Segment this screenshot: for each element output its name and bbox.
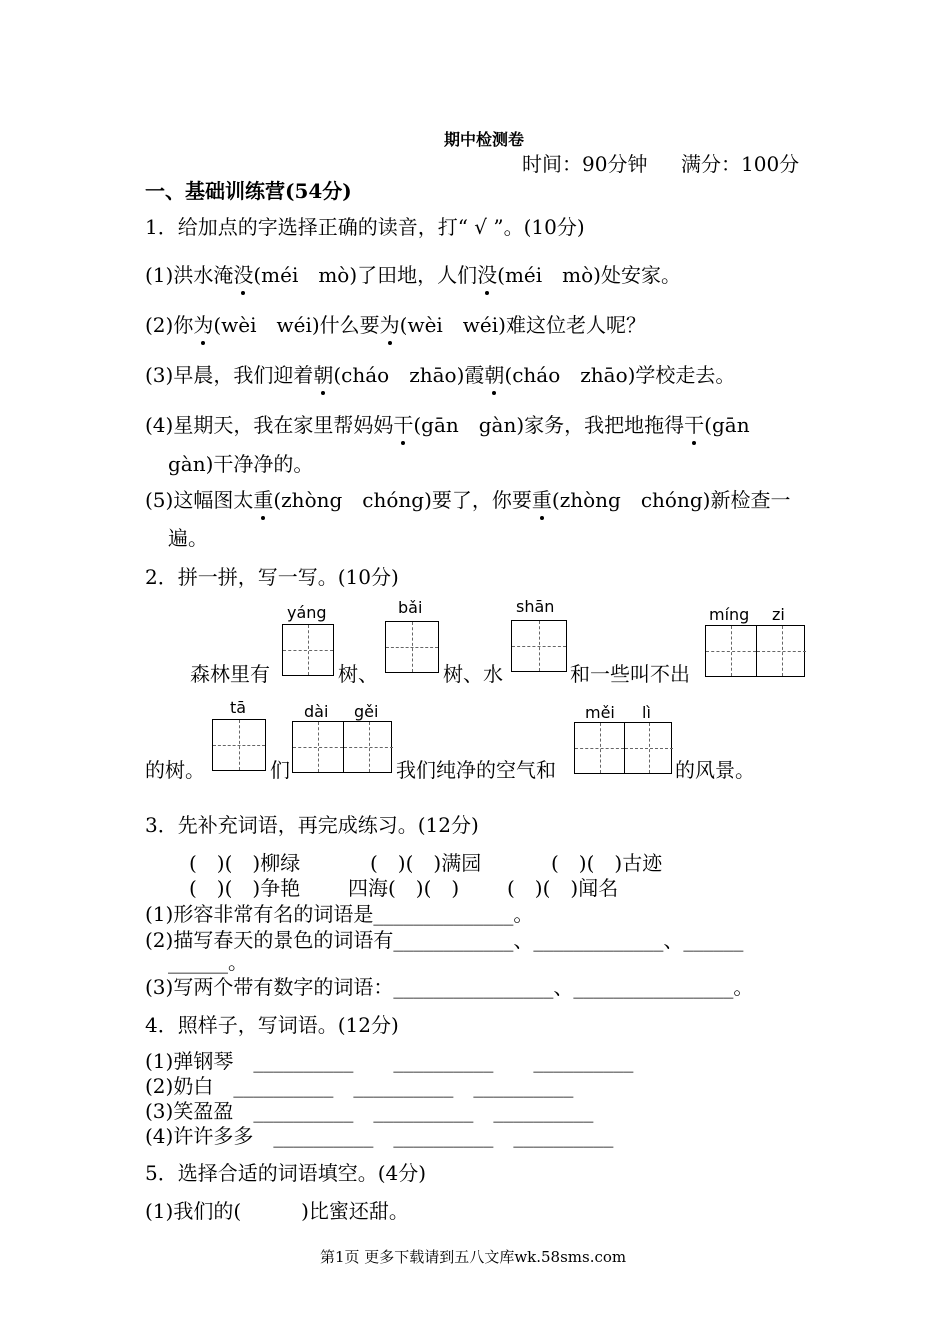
pinyin-mei: měi — [585, 703, 615, 722]
q5-title: 5．选择合适的词语填空。(4分) — [145, 1161, 427, 1185]
q3-sub-2-cont: ______。 — [168, 950, 248, 974]
q3-sub-3: (3)写两个带有数字的词语：________________、________________。 — [145, 975, 754, 999]
writing-box-ta[interactable] — [212, 719, 266, 771]
page-footer: 第1页 更多下载请到五八文库wk.58sms.com — [320, 1248, 627, 1266]
q2-row2-text-1: 的树。 — [145, 758, 205, 782]
pinyin-dai: dài — [304, 702, 329, 721]
q3-word-4: ( )( )争艳 — [189, 876, 301, 900]
q1-line-2: (2)你为(wèi wéi)什么要为(wèi wéi)难这位老人呢？ — [145, 309, 646, 338]
writing-box-meili[interactable] — [574, 722, 672, 774]
q2-row2-text-2: 们 — [270, 758, 290, 782]
q3-word-6: ( )( )闻名 — [507, 876, 619, 900]
q1-title: 1．给加点的字选择正确的读音，打“ √ ”。(10分) — [145, 215, 585, 239]
exam-time: 时间：90分钟 — [522, 152, 648, 176]
q2-row2-text-4: 的风景。 — [675, 758, 755, 782]
q4-title: 4．照样子，写词语。(12分) — [145, 1013, 399, 1037]
q1-line-5-cont: 遍。 — [168, 526, 208, 550]
pinyin-ming: míng — [709, 605, 750, 624]
q2-row2-text-3: 我们纯净的空气和 — [396, 758, 556, 782]
q2-row1-text-1: 森林里有 — [190, 662, 270, 686]
writing-box-bai[interactable] — [385, 621, 439, 673]
pinyin-ta: tā — [230, 698, 247, 717]
q4-line-3: (3)笑盈盈 __________ __________ __________ — [145, 1099, 594, 1123]
q4-line-4: (4)许许多多 __________ __________ __________ — [145, 1124, 614, 1148]
pinyin-shan: shān — [516, 597, 555, 616]
q3-sub-2: (2)描写春天的景色的词语有____________、_____________、______ — [145, 928, 744, 952]
writing-box-yang[interactable] — [282, 624, 334, 676]
q3-word-5: 四海( )( ) — [348, 876, 460, 900]
q4-line-2: (2)奶白 __________ __________ __________ — [145, 1074, 574, 1098]
q1-line-1: (1)洪水淹没(méi mò)了田地，人们没(méi mò)处安家。 — [145, 259, 681, 288]
q2-row1-text-3: 树、水 — [443, 662, 503, 686]
page-title: 期中检测卷 — [444, 130, 525, 149]
q3-sub-1: (1)形容非常有名的词语是______________。 — [145, 902, 534, 926]
writing-box-daigei[interactable] — [292, 721, 392, 773]
section-heading: 一、基础训练营(54分) — [145, 179, 352, 203]
writing-box-mingzi[interactable] — [705, 625, 805, 677]
pinyin-li: lì — [642, 703, 651, 722]
q1-line-5: (5)这幅图太重(zhòng chóng)要了，你要重(zhòng chóng)新检查一 — [145, 484, 790, 513]
pinyin-yang: yáng — [287, 603, 327, 622]
pinyin-zi: zi — [772, 605, 785, 624]
pinyin-gei: gěi — [354, 702, 379, 721]
exam-score: 满分：100分 — [681, 152, 800, 176]
writing-box-shan[interactable] — [511, 620, 567, 672]
q5-line-1: (1)我们的( )比蜜还甜。 — [145, 1199, 409, 1223]
q1-line-4-cont: gàn)干净净的。 — [168, 452, 314, 476]
q3-title: 3．先补充词语，再完成练习。(12分) — [145, 813, 479, 837]
q3-word-2: ( )( )满园 — [370, 851, 482, 875]
q1-line-3: (3)早晨，我们迎着朝(cháo zhāo)霞朝(cháo zhāo)学校走去。 — [145, 359, 735, 388]
q2-title: 2．拼一拼，写一写。(10分) — [145, 565, 399, 589]
q2-row1-text-4: 和一些叫不出 — [570, 662, 690, 686]
q4-line-1: (1)弹钢琴 __________ __________ __________ — [145, 1049, 634, 1073]
q3-word-1: ( )( )柳绿 — [189, 851, 301, 875]
q1-line-4: (4)星期天，我在家里帮妈妈干(gān gàn)家务，我把地拖得干(gān — [145, 409, 750, 438]
q2-row1-text-2: 树、 — [338, 662, 378, 686]
pinyin-bai: bǎi — [398, 598, 423, 617]
q3-word-3: ( )( )古迹 — [551, 851, 663, 875]
